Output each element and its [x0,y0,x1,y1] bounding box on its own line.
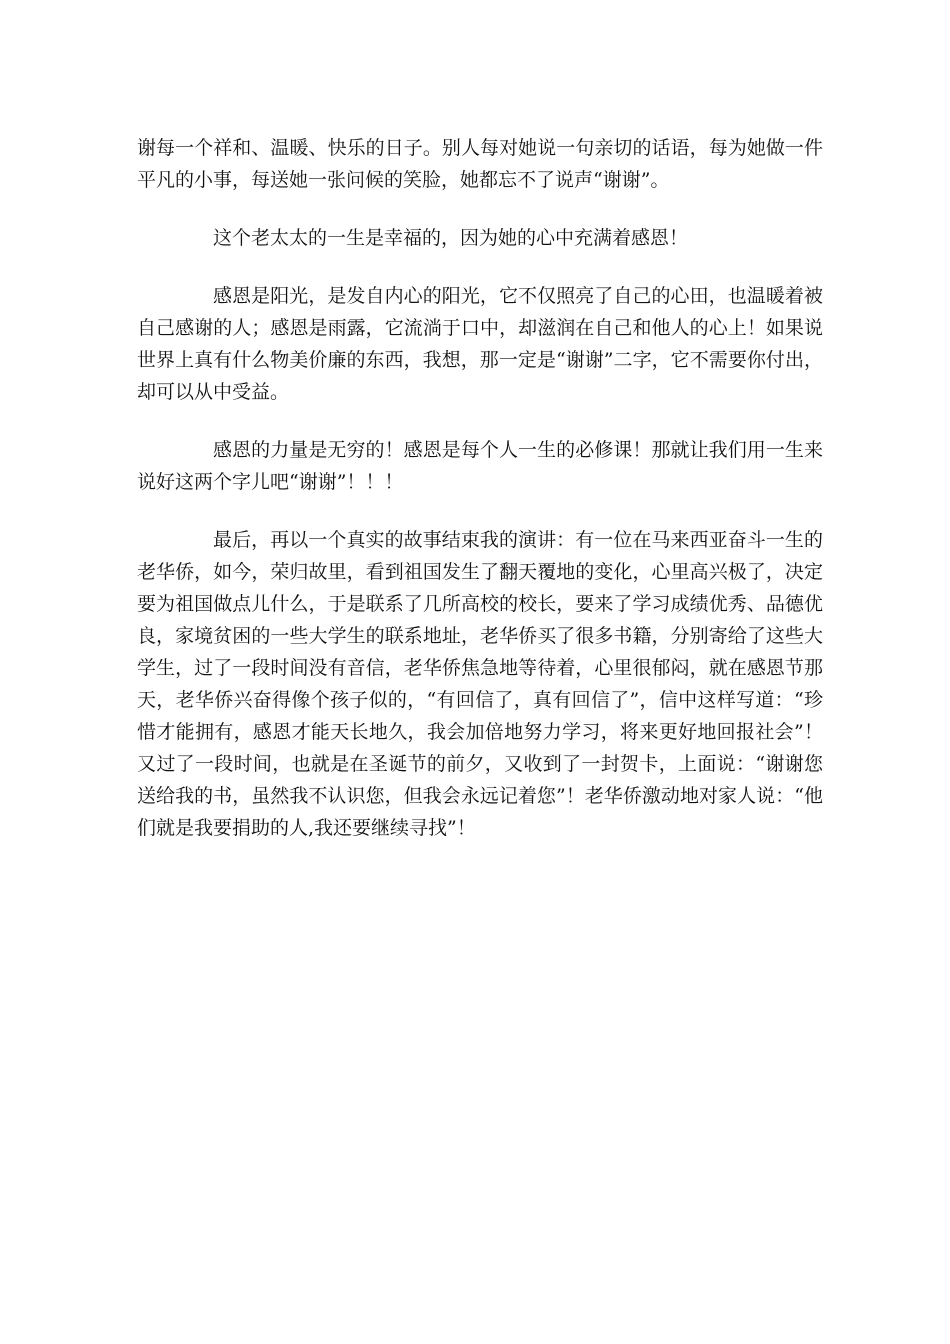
paragraph-gratitude-sunshine: 感恩是阳光，是发自内心的阳光，它不仅照亮了自己的心田，也温暖着被自己感谢的人；感恩是雨露，它流淌于口中，却滋润在自己和他人的心上！如果说世界上真有什么物美价廉的东西，我想，那一定是“谢谢”二字，它不需要你付出，却可以从中受益。 [137,285,823,403]
paragraph-happiness: 这个老太太的一生是幸福的，因为她的心中充满着感恩！ [213,227,689,249]
paragraph-closing-story: 最后，再以一个真实的故事结束我的演讲：有一位在马来西亚奋斗一生的老华侨，如今，荣归故里，看到祖国发生了翻天覆地的变化，心里高兴极了，决定要为祖国做点儿什么，于是联系了几所高校的校长，要来了学习成绩优秀、品德优良，家境贫困的一些大学生的联系地址，老华侨买了很多书籍，分别寄给了这些大学生，过了一段时间没有音信，老华侨焦急地等待着，心里很郁闷，就在感恩节那天，老华侨兴奋得像个孩子似的，“有回信了，真有回信了”，信中这样写道：“珍惜才能拥有，感恩才能天长地久，我会加倍地努力学习，将来更好地回报社会”！又过了一段时间，也就是在圣诞节的前夕，又收到了一封贺卡，上面说：“谢谢您送给我的书，虽然我不认识您，但我会永远记着您”！老华侨激动地对家人说：“他们就是我要捐助的人,我还要继续寻找”！ [137,529,823,839]
document-body [137,132,823,870]
paragraph-continued: 谢每一个祥和、温暖、快乐的日子。别人每对她说一句亲切的话语，每为她做一件平凡的小事，每送她一张问候的笑脸，她都忘不了说声“谢谢”。 [137,137,823,191]
paragraph-gratitude-power: 感恩的力量是无穷的！感恩是每个人一生的必修课！那就让我们用一生来说好这两个字儿吧“谢谢”！！！ [137,439,823,493]
